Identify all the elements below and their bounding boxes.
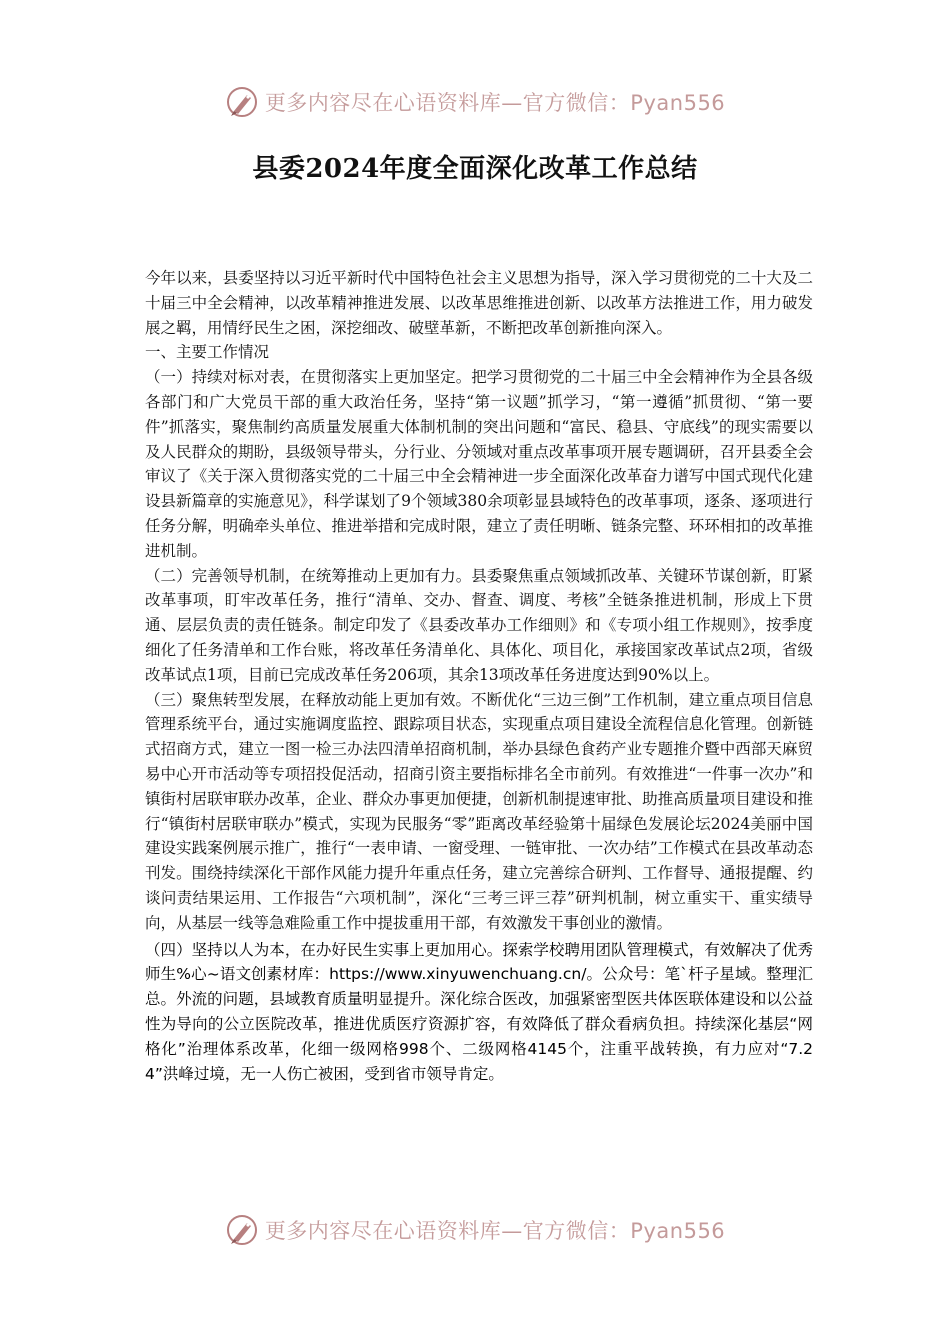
paragraph-item-3: （三）聚焦转型发展，在释放动能上更加有效。不断优化“三边三倒”工作机制，建立重点项目信息管理系统平台，通过实施调度监控、跟踪项目状态，实现重点项目建设全流程信息化管理。创新链式招商方式，建立一图一检三办法四清单招商机制，举办县绿色食药产业专题推介暨中西部天麻贸易中心开市活动等专项招投促活动，招商引资主要指标排名全市前列。有效推进“一件事一次办”和镇街村居联审联办改革，企业、群众办事更加便捷，创新机制提速审批、助推高质量项目建设和推行“镇街村居联审联办”模式，实现为民服务“零”距离改革经验第十届绿色发展论坛2024美丽中国建设实践案例展示推广，推行“一表申请、一窗受理、一链审批、一次办结”工作模式在县改革动态刊发。围绕持续深化干部作风能力提升年重点任务，建立完善综合研判、工作督导、通报提醒、约谈问责结果运用、工作报告“六项机制”，深化“三考三评三荐”研判机制，树立重实干、重实绩导向，从基层一线等急难险重工作中提拔重用干部，有效激发干事创业的激情。	[145, 690, 813, 932]
document-body	[145, 266, 813, 1087]
section-heading: 一、主要工作情况	[145, 343, 270, 362]
header-banner-text: 更多内容尽在心语资料库—官方微信：Pyan556	[264, 91, 726, 115]
footer-banner-text: 更多内容尽在心语资料库—官方微信：Pyan556	[264, 1219, 726, 1243]
footer-watermark-banner	[0, 1208, 950, 1252]
header-watermark-banner	[0, 80, 950, 124]
document-title: 县委2024年度全面深化改革工作总结	[252, 154, 698, 184]
pen-nib-logo-icon	[225, 1213, 259, 1247]
paragraph-item-4: （四）坚持以人为本，在办好民生实事上更加用心。探索学校聘用团队管理模式，有效解决了优秀师生%心~语文创素材库：https://www.xinyuwenchuang.cn/。公众号：笔`杆子星域。整理汇总。外流的问题，县域教育质量明显提升。深化综合医改，加强紧密型医共体医联体建设和以公益性为导向的公立医院改革，推进优质医疗资源扩容，有效降低了群众看病负担。持续深化基层“网格化”治理体系改革，化细一级网格998个、二级网格4145个，注重平战转换，有力应对“7.24”洪峰过境，无一人伤亡被困，受到省市领导肯定。	[145, 940, 813, 1084]
pen-nib-logo-icon	[225, 85, 259, 119]
paragraph-item-2: （二）完善领导机制，在统筹推动上更加有力。县委聚焦重点领域抓改革、关键环节谋创新，盯紧改革事项，盯牢改革任务，推行“清单、交办、督查、调度、考核”全链条推进机制，形成上下贯通、层层负责的责任链条。制定印发了《县委改革办工作细则》和《专项小组工作规则》，按季度细化了任务清单和工作台账，将改革任务清单化、具体化、项目化，承接国家改革试点2项，省级改革试点1项，目前已完成改革任务206项，其余13项改革任务进度达到90%以上。	[145, 566, 813, 684]
paragraph-item-1: （一）持续对标对表，在贯彻落实上更加坚定。把学习贯彻党的二十届三中全会精神作为全县各级各部门和广大党员干部的重大政治任务，坚持“第一议题”抓学习，“第一遵循”抓贯彻、“第一要件”抓落实，聚焦制约高质量发展重大体制机制的突出问题和“富民、稳县、守底线”的现实需要以及人民群众的期盼，县级领导带头，分行业、分领域对重点改革事项开展专题调研，召开县委全会审议了《关于深入贯彻落实党的二十届三中全会精神进一步全面深化改革奋力谱写中国式现代化建设县新篇章的实施意见》，科学谋划了9个领域380余项彰显县域特色的改革事项，逐条、逐项进行任务分解，明确牵头单位、推进举措和完成时限，建立了责任明晰、链条完整、环环相扣的改革推进机制。	[145, 368, 813, 560]
intro-paragraph: 今年以来，县委坚持以习近平新时代中国特色社会主义思想为指导，深入学习贯彻党的二十大及二十届三中全会精神，以改革精神推进发展、以改革思维推进创新、以改革方法推进工作，用力破发展之羁，用情纾民生之困，深挖细改、破壁革新，不断把改革创新推向深入。	[145, 269, 813, 337]
